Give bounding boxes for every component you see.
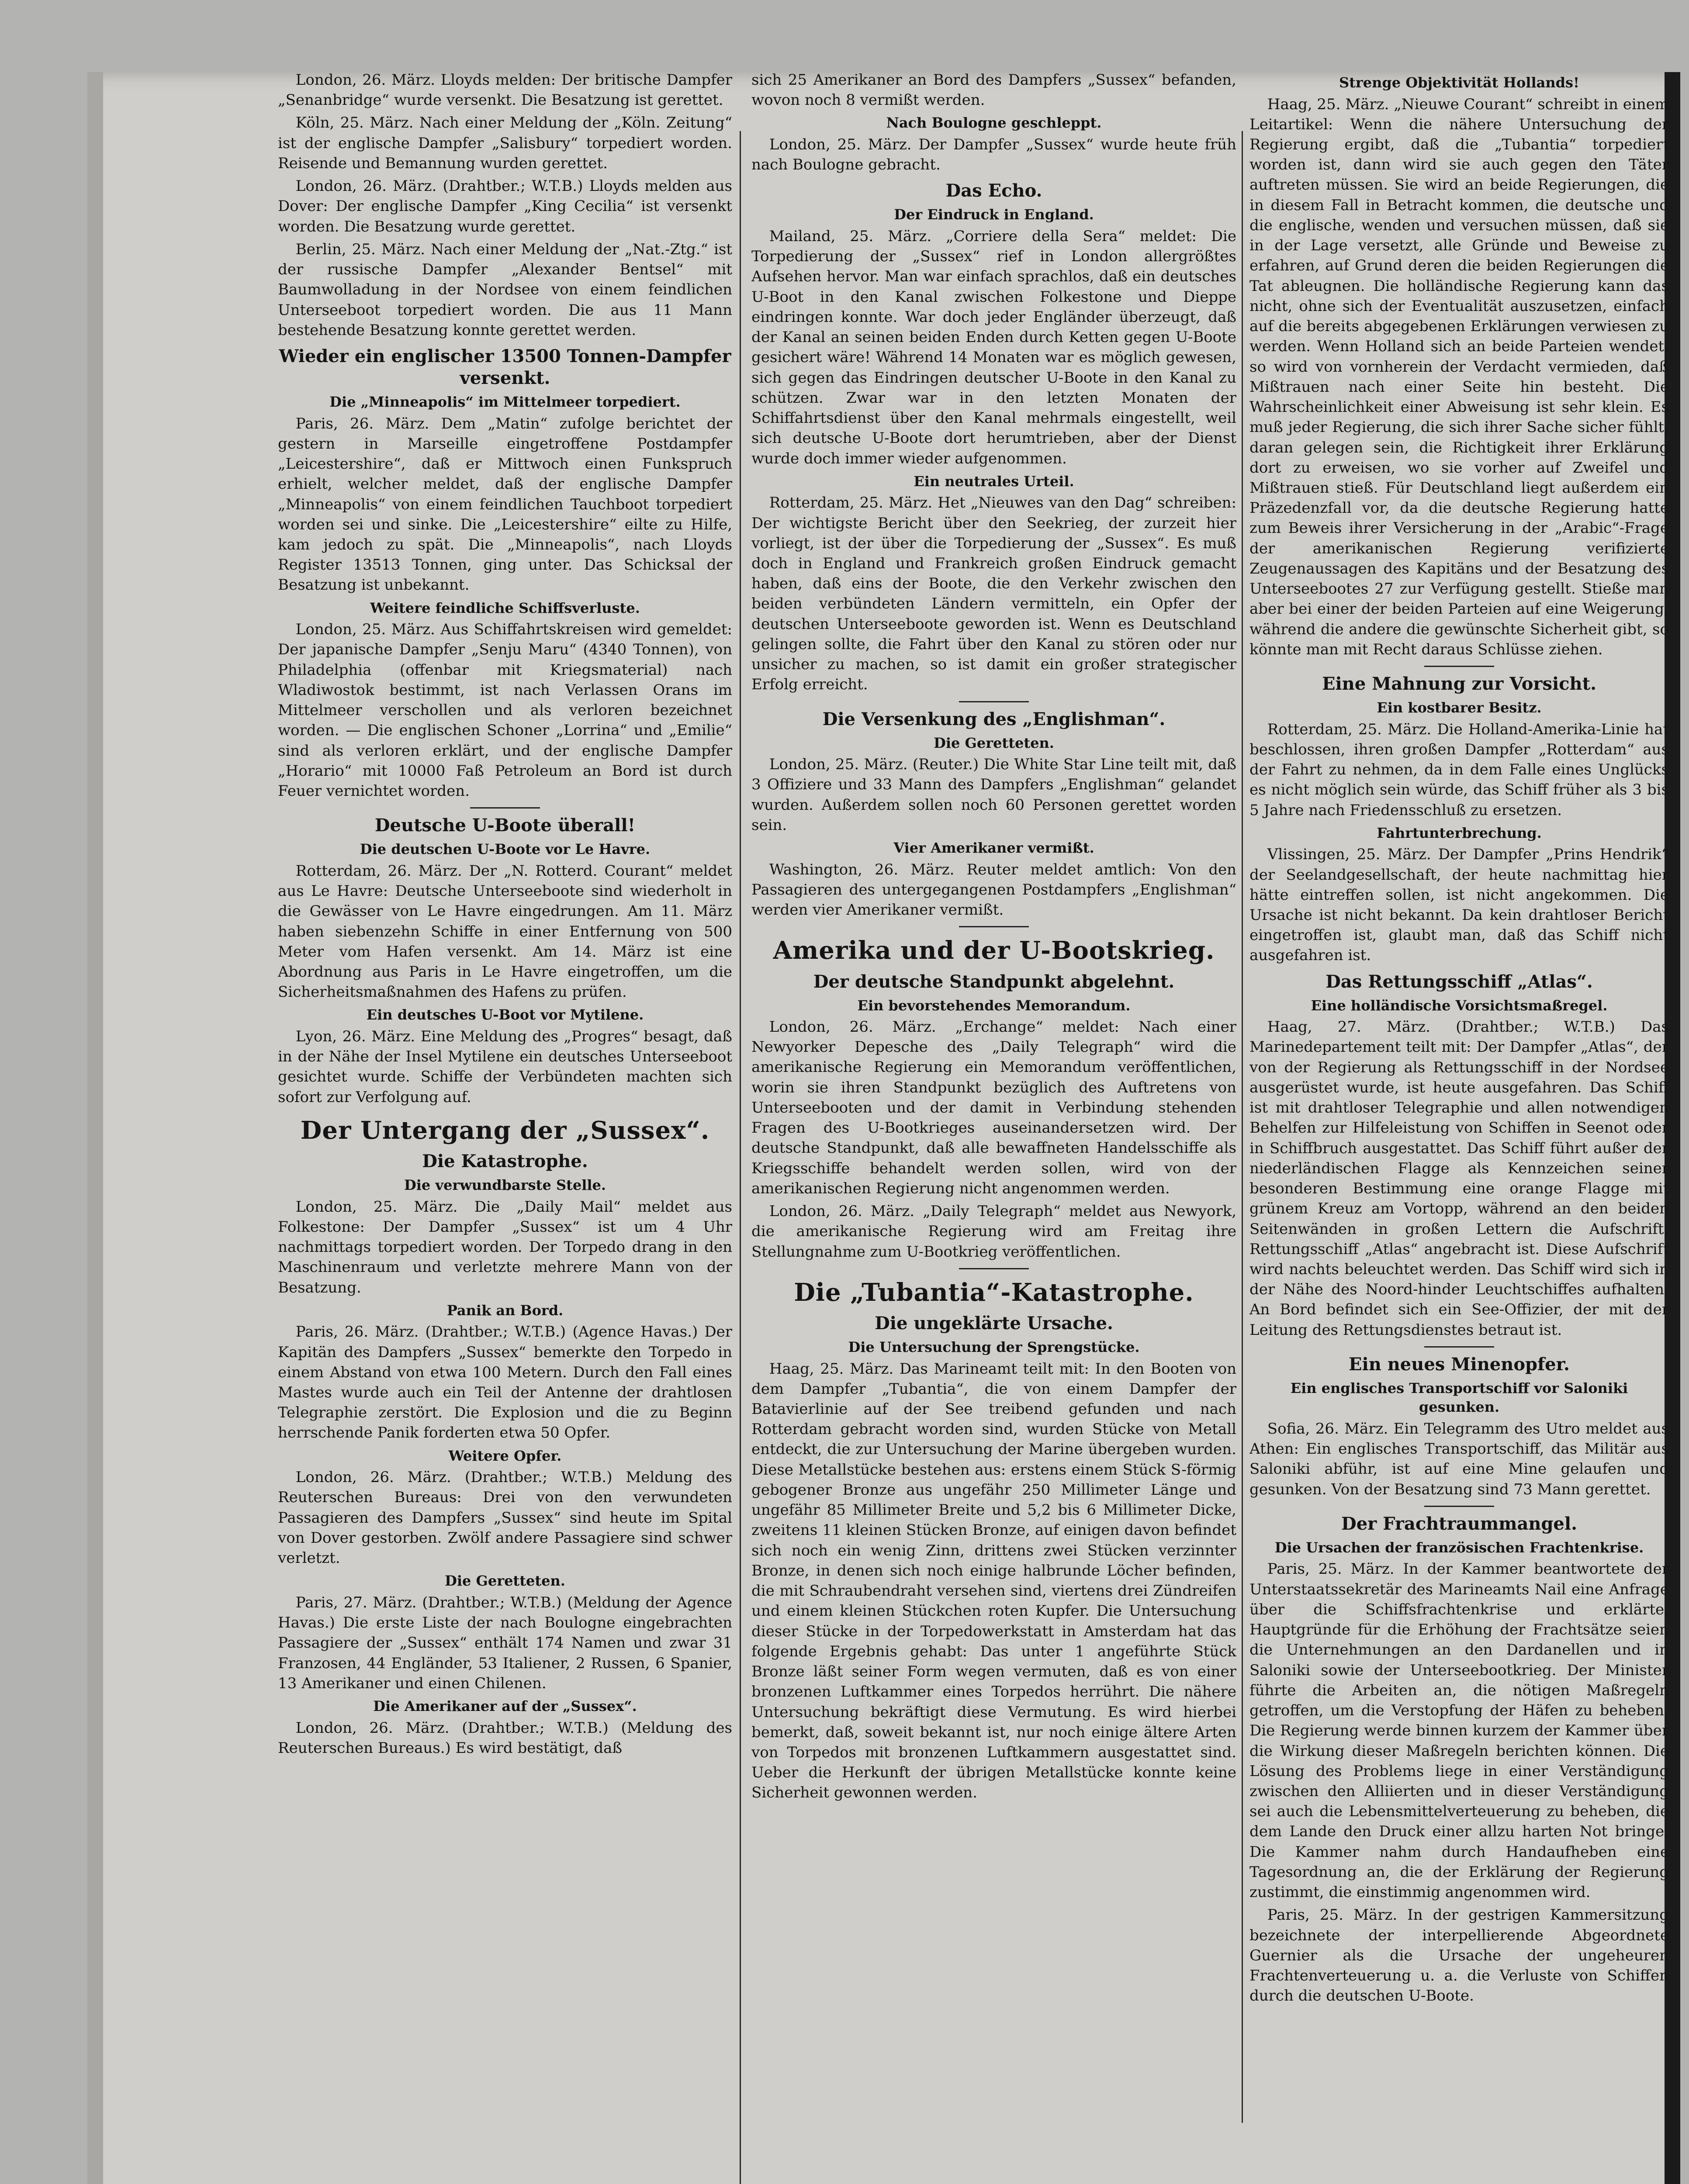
article-paragraph: London, 26. März. (Drahtber.; W.T.B.) Lloyds melden aus Dover: Der englische Dampfer „King Cecilia“ ist versenkt worden. Die Besatzung wurde gerettet. [278, 177, 732, 235]
subheadline: Die verwundbarste Stelle. [404, 1177, 606, 1194]
section-divider [470, 807, 540, 809]
article-paragraph: Rotterdam, 25. März. Die Holland-Amerika-Linie hat beschlossen, ihren großen Dampfer „Rotterdam“ aus der Fahrt zu nehmen, da in dem Falle eines Unglücks es nicht möglich sein würde, das Schiff früher als 3 bis 5 Jahre nach Friedensschluß zu ersetzen. [1249, 720, 1669, 819]
article-paragraph: Haag, 27. März. (Drahtber.; W.T.B.) Das Marinedepartement teilt mit: Der Dampfer „Atlas“, der von der Regierung als Rettungsschiff in der Nordsee ausgerüstet wurde, ist heute ausgefahren. Das Schiff ist mit drahtloser Telegraphie und allen notwendigen Behelfen zur Hilfeleistung von Schiffen in Seenot oder in Schiffbruch ausgestattet. Das Schiff führt außer der niederländischen Flagge als Kennzeichen seiner besonderen Bestimmung eine orange Flagge mit grünem Kreuz am Vortopp, während an den beiden Seitenwänden in großen Lettern die Aufschrift: Rettungsschiff „Atlas“ angebracht ist. Diese Aufschrift wird nachts beleuchtet werden. Das Schiff wird sich in der Nähe des Noord-hinder Leuchtschiffes aufhalten. An Bord befindet sich ein See-Offizier, der mit der Leitung des Rettungsdienstes betraut ist. [1249, 1018, 1669, 1339]
headline: Deutsche U-Boote überall! [374, 815, 636, 836]
headline: Ein neues Minenopfer. [1349, 1354, 1570, 1375]
article-paragraph: Paris, 25. März. In der gestrigen Kammersitzung bezeichnete der interpellierende Abgeordnete Guernier als die Ursache der ungeheuren Frachtenverteuerung u. a. die Verluste von Schiffen durch die deutschen U-Boote. [1249, 1906, 1669, 2005]
column-3 [1249, 70, 1669, 2184]
subheadline: Fahrtunterbrechung. [1377, 824, 1542, 841]
article-paragraph: Sofia, 26. März. Ein Telegramm des Utro meldet aus Athen: Ein englisches Transportschiff, das Militär aus Saloniki abführ, ist auf eine Mine gelaufen und gesunken. Von der Besatzung sind 73 Mann gerettet. [1249, 1420, 1669, 1498]
subheadline: Ein bevorstehendes Memorandum. [857, 997, 1131, 1014]
column-2 [751, 70, 1236, 2184]
subheadline: Der Eindruck in England. [894, 206, 1094, 223]
article-paragraph: Paris, 26. März. Dem „Matin“ zufolge berichtet der gestern in Marseille eingetroffene Postdampfer „Leicestershire“, daß er Mittwoch einen Funkspruch erhielt, welcher meldet, daß der englische Dampfer „Minneapolis“ von einem feindlichen Tauchboot torpediert worden sei und sinke. Die „Leicestershire“ eilte zu Hilfe, kam jedoch zu spät. Die „Minneapolis“, nach Lloyds Register 13513 Tonnen, ging unter. Das Schicksal der Besatzung ist unbekannt. [278, 415, 732, 594]
article-paragraph: Mailand, 25. März. „Corriere della Sera“ meldet: Die Torpedierung der „Sussex“ rief in London allergrößtes Aufsehen hervor. Man war einfach sprachlos, daß ein deutsches U-Boot in den Kanal zwischen Folkestone und Dieppe eindringen konnte. War doch jeder Engländer überzeugt, daß der Kanal an seinen beiden Enden durch Ketten gegen U-Boote gesichert wäre! Während 14 Monaten war es möglich gewesen, sich gegen das Eindringen deutscher U-Boote in den Kanal zu schützen. Zwar war in den letzten Monaten der Schiffahrtsdienst über den Kanal mehrmals eingestellt, weil sich deutsche U-Boote dort herumtrieben, aber der Dienst wurde doch immer wieder aufgenommen. [751, 227, 1236, 467]
subheadline: Eine holländische Vorsichtsmaßregel. [1311, 997, 1608, 1014]
subheadline: Ein neutrales Urteil. [914, 473, 1074, 490]
column-rule-2 [1242, 131, 1243, 2123]
subheadline: Die Geretteten. [445, 1572, 565, 1590]
section-divider [959, 1268, 1029, 1269]
article-paragraph: London, 26. März. (Drahtber.; W.T.B.) (Meldung des Reuterschen Bureaus.) Es wird bestätigt, daß [278, 1719, 732, 1757]
headline: Das Echo. [945, 180, 1042, 201]
section-divider [959, 701, 1029, 702]
article-paragraph: Vlissingen, 25. März. Der Dampfer „Prins Hendrik“ der Seelandgesellschaft, der heute nachmittag hier hätte eintreffen sollen, ist nicht angekommen. Die Ursache ist nicht bekannt. Da kein drahtloser Bericht eingetroffen ist, glaubt man, daß das Schiff nicht ausgefahren ist. [1249, 846, 1669, 964]
subheadline: Die Amerikaner auf der „Sussex“. [373, 1698, 637, 1715]
article-paragraph: London, 25. März. Die „Daily Mail“ meldet aus Folkestone: Der Dampfer „Sussex“ ist um 4 Uhr nachmittags torpediert worden. Der Torpedo drang in den Maschinenraum und verletzte mehrere Mann von der Besatzung. [278, 1198, 732, 1296]
headline: Eine Mahnung zur Vorsicht. [1322, 674, 1597, 695]
article-paragraph: London, 25. März. Aus Schiffahrtskreisen wird gemeldet: Der japanische Dampfer „Senju Maru“ (4340 Tonnen), von Philadelphia (offenbar mit Kriegsmaterial) nach Wladiwostok bestimmt, ist nach Verlassen Orans im Mittelmeer verschollen und als verloren bezeichnet worden. — Die englischen Schoner „Lorrina“ und „Emilie“ sind als verloren erklärt, und der englische Dampfer „Horario“ mit 10000 Faß Petroleum an Bord ist durch Feuer vernichtet worden. [278, 621, 732, 800]
subheadline: Die Ursachen der französischen Frachtenkrise. [1274, 1539, 1644, 1556]
article-paragraph: Haag, 25. März. Das Marineamt teilt mit: In den Booten von dem Dampfer „Tubantia“, die von einem Dampfer der Batavierlinie auf der See treibend gefunden und nach Rotterdam gebracht worden sind, wurden Stücke von Metall entdeckt, die zur Untersuchung der Marine übergeben wurden. Diese Metallstücke bestehen aus: erstens einem Stück S-förmig gebogener Bronze aus ungefähr 250 Millimeter Länge und ungefähr 85 Millimeter Breite und 5,2 bis 6 Millimeter Dicke, zweitens 11 kleinen Stücken Bronze, auf einigen davon befindet sich noch ein wenig Zinn, drittens zwei Stücken verzinnter Bronze, in denen sich noch einige halbrunde Löcher befinden, die mit Schraubendraht versehen sind, viertens drei Zündreifen und einem kleinen Stückchen roten Kupfer. Die Untersuchung dieser Stücke in der Torpedowerkstatt in Amsterdam hat das folgende Ergebnis gehabt: Das unter 1 angeführte Stück Bronze läßt seiner Form wegen vermuten, daß es von einer bronzenen Luftkammer eines Torpedos herrührt. Die nähere Untersuchung bekräftigt diese Vermutung. Es wird hierbei bemerkt, daß, soweit bekannt ist, nur noch einige ältere Arten von Torpedos mit bronzenen Luftkammern ausgestattet sind. Ueber die Herkunft der übrigen Metallstücke konnte keine Sicherheit gewonnen werden. [751, 1360, 1236, 1802]
article-paragraph: London, 26. März. Lloyds melden: Der britische Dampfer „Senanbridge“ wurde versenkt. Die Besatzung ist gerettet. [278, 71, 732, 109]
article-paragraph: Lyon, 26. März. Eine Meldung des „Progres“ besagt, daß in der Nähe der Insel Mytilene ein deutsches Unterseeboot gesichtet wurde. Schiffe der Verbündeten machten sich sofort zur Verfolgung auf. [278, 1027, 732, 1106]
article-paragraph: Paris, 27. März. (Drahtber.; W.T.B.) (Meldung der Agence Havas.) Die erste Liste der nach Boulogne eingebrachten Passagiere der „Sussex“ enthält 174 Namen und zwar 31 Franzosen, 44 Engländer, 53 Italiener, 2 Russen, 6 Spanier, 13 Amerikaner und einen Chilenen. [278, 1593, 732, 1692]
page-binding-edge [87, 72, 103, 2184]
article-paragraph: Washington, 26. März. Reuter meldet amtlich: Von den Passagieren des untergegangenen Postdampfers „Englishman“ werden vier Amerikaner vermißt. [751, 860, 1236, 919]
article-paragraph: London, 26. März. (Drahtber.; W.T.B.) Meldung des Reuterschen Bureaus: Drei von den verwundeten Passagieren des Dampfers „Sussex“ sind heute im Spital von Dover gestorben. Zwölf andere Passagiere sind schwer verletzt. [278, 1469, 732, 1567]
headline: Wieder ein englischer 13500 Tonnen-Dampfer versenkt. [279, 346, 731, 389]
article-paragraph: Rotterdam, 25. März. Het „Nieuwes van den Dag“ schreiben: Der wichtigste Bericht über den Seekrieg, der zurzeit hier vorliegt, ist der über die Torpedierung der „Sussex“. Es muß doch in England und Frankreich großen Eindruck gemacht haben, daß eins der Boote, die den Verkehr zwischen den beiden verbündeten Ländern vermitteln, ein Opfer der deutschen Unterseeboote geworden ist. Wenn es Deutschland gelingen sollte, die Fahrt über den Kanal zu stören oder nur unsicher zu machen, so ist damit ein großer strategischer Erfolg erreicht. [751, 494, 1236, 694]
subheadline: Die Katastrophe. [422, 1151, 588, 1172]
subheadline: Ein deutsches U-Boot vor Mytilene. [366, 1006, 644, 1023]
article-paragraph: Paris, 26. März. (Drahtber.; W.T.B.) (Agence Havas.) Der Kapitän des Dampfers „Sussex“ bemerkte den Torpedo in einem Abstand von etwa 100 Metern. Durch den Fall eines Mastes wurde auch ein Teil der Antenne der drahtlosen Telegraphie zerstört. Die Explosion und die zu Beginn herrschende Panik forderten etwa 50 Opfer. [278, 1323, 732, 1442]
column-1 [278, 70, 732, 2184]
article-paragraph: London, 26. März. „Erchange“ meldet: Nach einer Newyorker Depesche des „Daily Telegraph“ wird die amerikanische Regierung ein Memorandum veröffentlichen, worin sie ihren Standpunkt bezüglich des Auftretens von Unterseebooten und der damit in Verbindung stehenden Fragen des U-Bootkrieges auseinandersetzen wird. Der deutsche Standpunkt, daß alle bewaffneten Handelsschiffe als Kriegsschiffe behandelt werden sollen, wird von der amerikanischen Regierung nicht angenommen werden. [751, 1018, 1236, 1197]
column-rule-1 [740, 131, 741, 2184]
article-paragraph: London, 25. März. Der Dampfer „Sussex“ wurde heute früh nach Boulogne gebracht. [751, 135, 1236, 174]
headline-large: Die „Tubantia“-Katastrophe. [794, 1278, 1194, 1307]
headline-large: Amerika und der U-Bootskrieg. [773, 936, 1215, 965]
section-divider [1424, 1506, 1494, 1507]
article-paragraph: sich 25 Amerikaner an Bord des Dampfers „Sussex“ befanden, wovon noch 8 vermißt werden. [751, 71, 1236, 109]
subheadline: Ein englisches Transportschiff vor Saloniki gesunken. [1290, 1379, 1628, 1416]
subheadline: Weitere Opfer. [448, 1447, 562, 1464]
subheadline: Weitere feindliche Schiffsverluste. [370, 599, 640, 616]
subheadline: Die „Minneapolis“ im Mittelmeer torpediert. [329, 394, 681, 411]
headline: Der Frachtraummangel. [1341, 1513, 1577, 1534]
subheadline: Vier Amerikaner vermißt. [893, 840, 1094, 857]
subheadline: Die Geretteten. [934, 734, 1054, 751]
section-divider [959, 926, 1029, 927]
subheadline: Der deutsche Standpunkt abgelehnt. [813, 971, 1175, 992]
article-paragraph: Paris, 25. März. In der Kammer beantwortete der Unterstaatssekretär des Marineamts Nail eine Anfrage über die Schiffsfrachtenkrise und erklärte, Hauptgründe für die Erhöhung der Frachtsätze seien die Unternehmungen an den Dardanellen und in Saloniki sowie der Unterseebootkrieg. Der Minister führte die Arbeiten an, die nötigen Maßregeln getroffen, um die Verstopfung der Häfen zu beheben. Die Regierung werde binnen kurzem der Kammer über die Wirkung dieser Maßregeln berichten können. Die Lösung des Problems liege in einer Verständigung zwischen den Alliierten und in dieser Verständigung sei auch die Lebensmittelverteuerung zu beheben, die dem Lande den Druck einer allzu harten Not bringe. Die Kammer nahm durch Handaufheben eine Tagesordnung an, die der Erklärung der Regierung zustimmt, die einstimmig angenommen wird. [1249, 1560, 1669, 1901]
headline: Die Versenkung des „Englishman“. [822, 708, 1166, 729]
article-paragraph: Rotterdam, 26. März. Der „N. Rotterd. Courant“ meldet aus Le Havre: Deutsche Unterseeboote sind wiederholt in die Gewässer von Le Havre eingedrungen. Am 11. März haben siebenzehn Schiffe in einer Entfernung von 500 Meter vom Hafen versenkt. Am 14. März ist eine Abordnung aus Paris in Le Havre eingetroffen, um die Sicherheitsmaßnahmen des Hafens zu prüfen. [278, 862, 732, 1001]
article-paragraph: London, 26. März. „Daily Telegraph“ meldet aus Newyork, die amerikanische Regierung wird am Freitag ihre Stellungnahme zum U-Bootkrieg veröffentlichen. [751, 1203, 1236, 1261]
subheadline: Strenge Objektivität Hollands! [1339, 74, 1580, 91]
section-divider [1424, 1346, 1494, 1348]
article-paragraph: Haag, 25. März. „Nieuwe Courant“ schreibt in einem Leitartikel: Wenn die nähere Untersuchung der Regierung ergibt, daß die „Tubantia“ torpediert worden ist, dann wird sie auch gegen den Täter auftreten müssen. Sie wird an beide Regierungen, die in diesem Fall in Betracht kommen, die deutsche und die englische, wenden und versuchen müssen, daß sie in der Lage versetzt, alle Gründe und Beweise zu erfahren, auf Grund deren die beiden Regierungen die Tat ableugnen. Die holländische Regierung kann das nicht, ohne sich der Eventualität auszusetzen, einfach auf die bereits abgegebenen Erklärungen verwiesen zu werden. Wenn Holland sich an beide Parteien wendet, so wird von vornherein der Verdacht vermieden, daß Mißtrauen nach einer Seite hin besteht. Die Wahrscheinlichkeit einer Abweisung ist sehr klein. Es muß jeder Regierung, die sich ihrer Sache sicher fühlt, daran gelegen sein, die Richtigkeit ihrer Erklärung dort zu erweisen, wo sie vorher auf Zweifel und Mißtrauen stieß. Für Deutschland liegt außerdem ein Präzedenzfall vor, da die deutsche Regierung hatte zum Beweis ihrer Versicherung in der „Arabic“-Frage der amerikanischen Regierung verifizierte Zeugenaussagen des Kapitäns und der Besatzung des Unterseebootes 27 zur Verfügung gestellt. Stieße man aber bei einer der beiden Parteien auf eine Weigerung, während die andere die gewünschte Sicherheit gibt, so könnte man mit Recht daraus Schlüsse ziehen. [1249, 95, 1669, 658]
subheadline: Panik an Bord. [446, 1302, 564, 1319]
article-paragraph: Berlin, 25. März. Nach einer Meldung der „Nat.-Ztg.“ ist der russische Dampfer „Alexander Bentsel“ mit Baumwolladung in der Nordsee von einem feindlichen Unterseeboot torpediert worden. Die aus 11 Mann bestehende Besatzung konnte gerettet werden. [278, 240, 732, 339]
subheadline: Die ungeklärte Ursache. [875, 1313, 1113, 1334]
article-paragraph: Köln, 25. März. Nach einer Meldung der „Köln. Zeitung“ ist der englische Dampfer „Salisbury“ torpediert worden. Reisende und Bemannung wurden gerettet. [278, 114, 732, 172]
subheadline: Nach Boulogne geschleppt. [886, 114, 1102, 131]
subheadline: Ein kostbarer Besitz. [1377, 699, 1542, 716]
subheadline: Die deutschen U-Boote vor Le Havre. [360, 841, 651, 858]
subheadline: Die Untersuchung der Sprengstücke. [848, 1339, 1140, 1356]
headline: Das Rettungsschiff „Atlas“. [1326, 971, 1593, 992]
article-paragraph: London, 25. März. (Reuter.) Die White Star Line teilt mit, daß 3 Offiziere und 33 Mann des Dampfers „Englishman“ gelandet wurden. Außerdem sollen noch 60 Personen gerettet worden sein. [751, 756, 1236, 834]
section-divider [1424, 666, 1494, 667]
headline-large: Der Untergang der „Sussex“. [300, 1116, 710, 1145]
